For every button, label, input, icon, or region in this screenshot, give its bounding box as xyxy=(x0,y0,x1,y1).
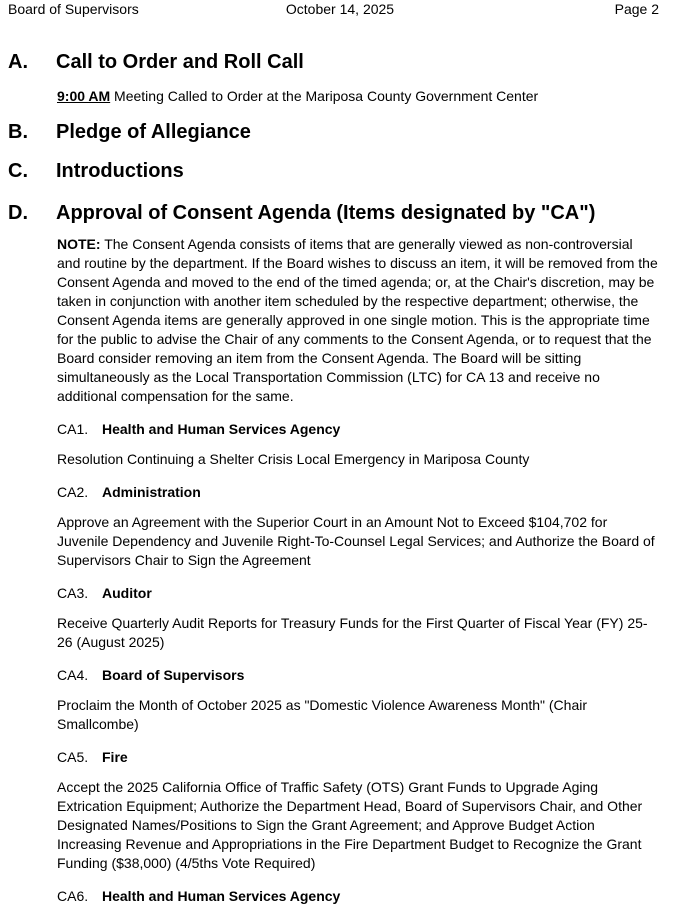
item-number: CA3. xyxy=(57,585,89,601)
section-letter: A. xyxy=(8,51,28,73)
item-department: Board of Supervisors xyxy=(102,667,245,683)
agenda-item-heading xyxy=(57,483,201,502)
section-title: Approval of Consent Agenda (Items designated by "CA") xyxy=(56,202,596,224)
item-department: Auditor xyxy=(102,585,152,601)
section-c-heading xyxy=(8,160,184,183)
section-a-heading xyxy=(8,51,304,74)
page-header xyxy=(0,0,680,20)
note-label: NOTE: xyxy=(57,236,101,252)
agenda-item-heading xyxy=(57,748,128,767)
consent-agenda-note xyxy=(57,235,659,406)
header-page-number: Page 2 xyxy=(614,1,659,17)
section-title: Introductions xyxy=(56,160,184,182)
agenda-item-description: Proclaim the Month of October 2025 as "Domestic Violence Awareness Month" (Chair Smallcombe) xyxy=(57,697,588,732)
item-number: CA6. xyxy=(57,888,89,904)
call-to-order-text: Meeting Called to Order at the Mariposa County Government Center xyxy=(110,88,539,104)
section-letter: D. xyxy=(8,202,28,224)
agenda-item-heading xyxy=(57,887,340,906)
agenda-item-description: Accept the 2025 California Office of Traffic Safety (OTS) Grant Funds to Upgrade Aging Extrication Equipment; Authorize the Department Head, Board of Supervisors Chair, and Other Designated Names/Positions to Sign the Grant Agreement; and Approve Budget Action Increasing Revenue and Appropriations in the Fire Department Budget to Recognize the Grant Funding ($38,000) (4/5ths Vote Required) xyxy=(57,779,643,871)
agenda-item-heading xyxy=(57,420,340,439)
section-b-heading xyxy=(8,121,251,144)
agenda-item-description: Resolution Continuing a Shelter Crisis Local Emergency in Mariposa County xyxy=(57,451,530,467)
section-letter: C. xyxy=(8,160,28,182)
header-date: October 14, 2025 xyxy=(285,1,395,17)
header-board-name: Board of Supervisors xyxy=(8,1,139,17)
item-number: CA4. xyxy=(57,667,89,683)
section-letter: B. xyxy=(8,121,28,143)
item-number: CA5. xyxy=(57,749,89,765)
agenda-item-heading xyxy=(57,584,152,603)
section-d-heading xyxy=(8,202,595,225)
meeting-time: 9:00 AM xyxy=(57,88,111,104)
agenda-item-description: Receive Quarterly Audit Reports for Treasury Funds for the First Quarter of Fiscal Year (FY) 25-26 (August 2025) xyxy=(57,615,648,650)
item-number: CA2. xyxy=(57,484,89,500)
call-to-order-line xyxy=(57,87,659,106)
note-text: The Consent Agenda consists of items that are generally viewed as non-controversial and routine by the department. If the Board wishes to discuss an item, it will be removed from the Consent Agenda and moved to the end of the timed agenda; or, at the Chair's discretion, may be taken in conjunction with another item scheduled by the respective department; otherwise, the Consent Agenda items are generally approved in one single motion. This is the appropriate time for the public to advise the Chair of any comments to the Consent Agenda, or to request that the Board consider removing an item from the Consent Agenda. The Board will be sitting simultaneously as the Local Transportation Commission (LTC) for CA 13 and receive no additional compensation for the same. xyxy=(57,236,658,404)
item-department: Health and Human Services Agency xyxy=(102,888,341,904)
section-title: Call to Order and Roll Call xyxy=(56,51,304,73)
item-department: Administration xyxy=(102,484,201,500)
agenda-item-heading xyxy=(57,666,244,685)
item-number: CA1. xyxy=(57,421,89,437)
item-department: Fire xyxy=(102,749,128,765)
agenda-item-description: Approve an Agreement with the Superior Court in an Amount Not to Exceed $104,702 for Juvenile Dependency and Juvenile Right-To-Counsel Legal Services; and Authorize the Board of Supervisors Chair to Sign the Agreement xyxy=(57,514,655,568)
item-department: Health and Human Services Agency xyxy=(102,421,341,437)
section-title: Pledge of Allegiance xyxy=(56,121,251,143)
